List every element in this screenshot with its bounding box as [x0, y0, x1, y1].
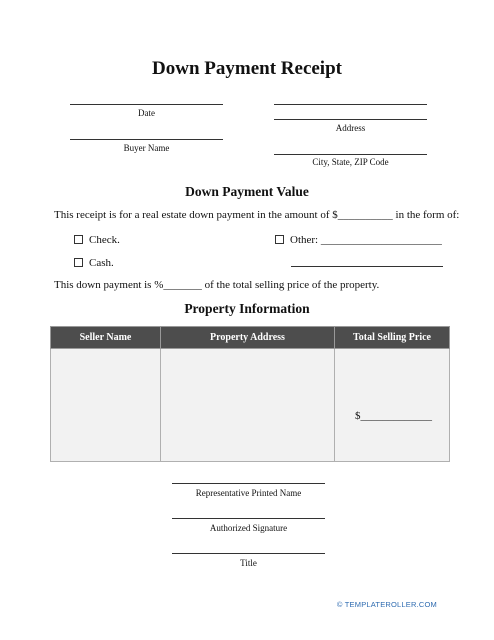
seller-name-cell[interactable]	[51, 349, 161, 462]
price-field: $_____________	[355, 410, 432, 422]
cash-label: Cash.	[89, 257, 114, 269]
address-line-1[interactable]	[274, 104, 427, 105]
date-label: Date	[138, 108, 155, 118]
auth-signature-line[interactable]	[172, 518, 325, 519]
title-label: Title	[240, 558, 257, 568]
auth-signature-label: Authorized Signature	[209, 523, 288, 533]
date-line[interactable]	[70, 104, 223, 105]
property-address-cell[interactable]	[161, 349, 335, 462]
cash-option[interactable]	[74, 257, 114, 269]
check-checkbox[interactable]	[74, 235, 83, 244]
cash-checkbox[interactable]	[74, 258, 83, 267]
other-continuation-line[interactable]	[291, 266, 443, 267]
address-label: Address	[335, 123, 366, 133]
other-checkbox[interactable]	[275, 235, 284, 244]
property-address-header: Property Address	[161, 327, 335, 349]
total-selling-price-header: Total Selling Price	[335, 327, 450, 349]
intro-text: This receipt is for a real estate down payment in the amount of $__________ in the form of:	[54, 209, 460, 221]
city-state-zip-label: City, State, ZIP Code	[312, 157, 389, 167]
address-line-2[interactable]	[274, 119, 427, 120]
property-information-heading: Property Information	[184, 301, 310, 316]
other-option[interactable]	[275, 234, 442, 246]
other-label: Other: ______________________	[290, 234, 442, 246]
total-selling-price-cell[interactable]	[335, 349, 450, 462]
rep-name-line[interactable]	[172, 483, 325, 484]
property-table	[50, 326, 450, 462]
document-title: Down Payment Receipt	[152, 58, 342, 79]
city-state-zip-line[interactable]	[274, 154, 427, 155]
footer-link[interactable]: © TEMPLATEROLLER.COM	[336, 600, 437, 609]
down-payment-value-heading: Down Payment Value	[185, 184, 309, 199]
title-line[interactable]	[172, 553, 325, 554]
percent-text: This down payment is %_______ of the total selling price of the property.	[54, 279, 380, 291]
check-option[interactable]	[74, 234, 120, 246]
buyer-name-label: Buyer Name	[123, 143, 170, 153]
buyer-name-line[interactable]	[70, 139, 223, 140]
check-label: Check.	[89, 234, 120, 246]
seller-name-header: Seller Name	[51, 327, 161, 349]
rep-name-label: Representative Printed Name	[195, 488, 302, 498]
